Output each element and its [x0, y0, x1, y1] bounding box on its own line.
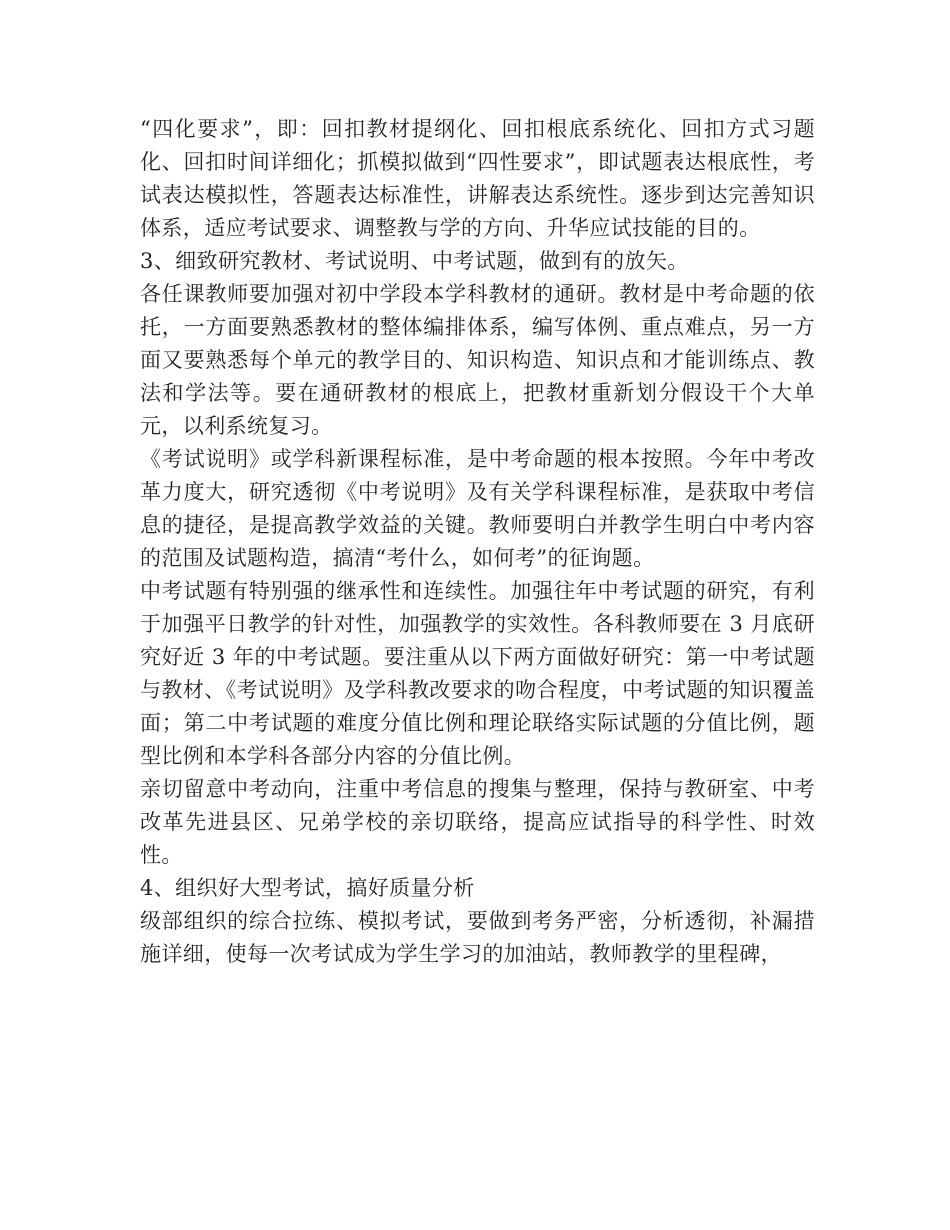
paragraph-four-requirements: “四化要求”，即：回扣教材提纲化、回扣根底系统化、回扣方式习题化、回扣时间详细化；抓模拟做到“四性要求”，即试题表达根底性，考试表达模拟性，答题表达标准性，讲解表达系统性。逐步到达完善知识体系，适应考试要求、调整教与学的方向、升华应试技能的目的。	[140, 117, 815, 240]
paragraph-exam-description: 《考试说明》或学科新课程标准，是中考命题的根本按照。今年中考改革力度大，研究透彻《中考说明》及有关学科课程标准，是获取中考信息的捷径，是提高教学效益的关键。教师要明白并教学生明白中考内容的范围及试题构造，搞清“考什么，如何考”的征询题。	[140, 447, 815, 570]
paragraph-exam-trends: 亲切留意中考动向，注重中考信息的搜集与整理，保持与教研室、中考改革先进县区、兄弟学校的亲切联络，提高应试指导的科学性、时效性。	[140, 777, 815, 867]
paragraph-mock-exams: 级部组织的综合拉练、模拟考试，要做到考务严密，分析透彻，补漏措施详细，使每一次考试成为学生学习的加油站，教师教学的里程碑，	[140, 909, 815, 966]
paragraph-textbook-study: 各任课教师要加强对初中学段本学科教材的通研。教材是中考命题的依托，一方面要熟悉教材的整体编排体系，编写体例、重点难点，另一方面又要熟悉每个单元的教学目的、知识构造、知识点和才能训练点、教法和学法等。要在通研教材的根底上，把教材重新划分假设干个大单元，以利系统复习。	[140, 282, 815, 438]
document-body	[140, 113, 815, 971]
paragraph-past-exams: 中考试题有特别强的继承性和连续性。加强往年中考试题的研究，有利于加强平日教学的针对性，加强教学的实效性。各科教师要在 3 月底研究好近 3 年的中考试题。要注重从以下两方面做好研究：第一中考试题与教材、《考试说明》及学科教改要求的吻合程度，中考试题的知识覆盖面；第二中考试题的难度分值比例和理论联络实际试题的分值比例，题型比例和本学科各部分内容的分值比例。	[140, 579, 815, 768]
section-heading-3: 3、细致研究教材、考试说明、中考试题，做到有的放矢。	[140, 249, 689, 273]
section-heading-4: 4、组织好大型考试，搞好质量分析	[140, 876, 475, 900]
